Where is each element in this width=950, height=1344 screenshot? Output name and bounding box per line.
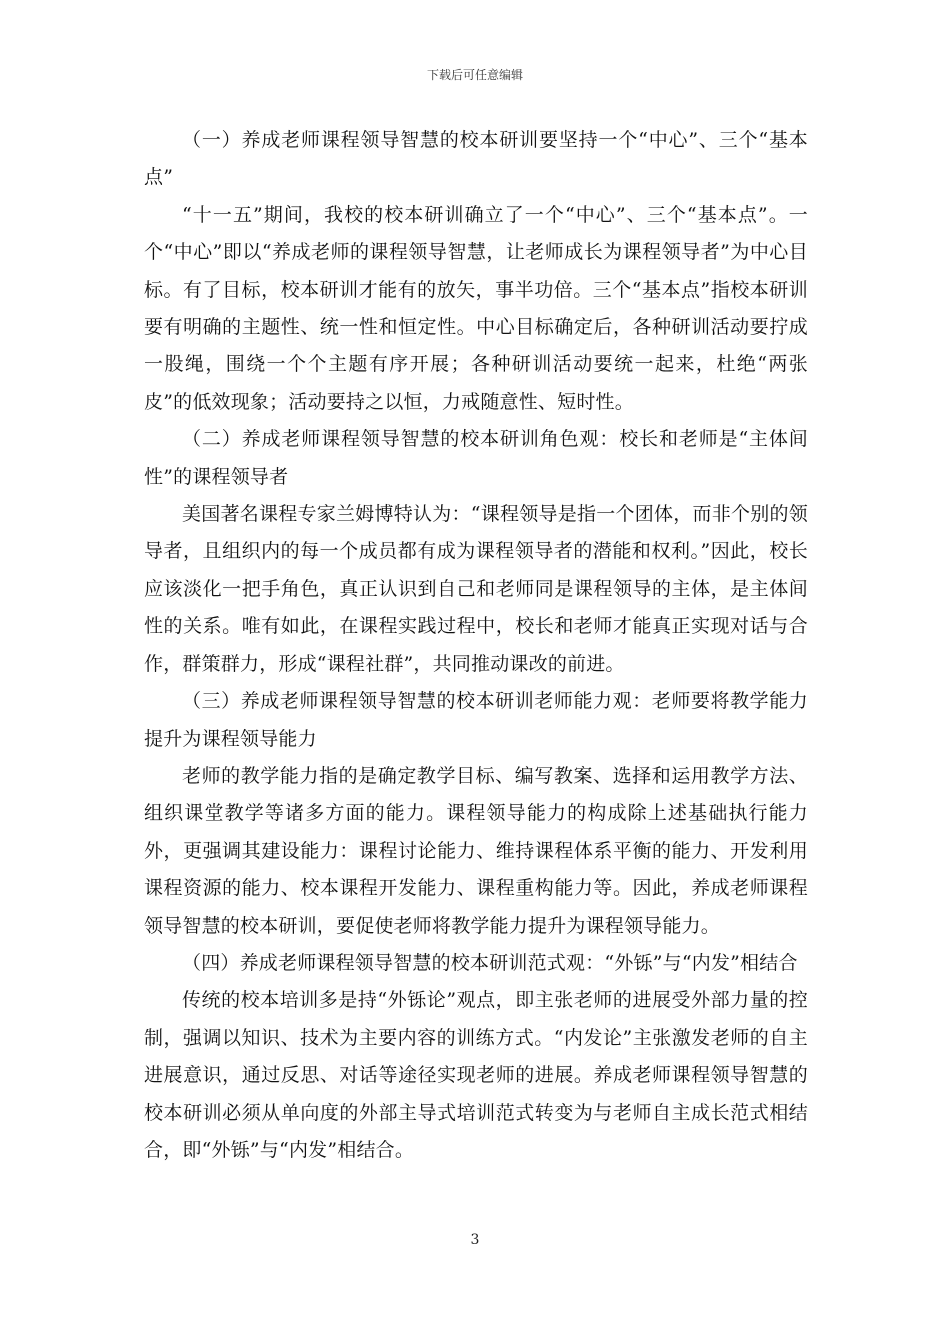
body-paragraph-3: 老师的教学能力指的是确定教学目标、编写教案、选择和运用教学方法、组织课堂教学等诸多方面的能力。课程领导能力的构成除上述基础执行能力外，更强调其建设能力：课程讨论能力、维持课程体系平衡的能力、开发利用课程资源的能力、校本课程开发能力、课程重构能力等。因此，养成老师课程领导智慧的校本研训，要促使老师将教学能力提升为课程领导能力。 <box>144 764 808 937</box>
body-paragraph-4: 传统的校本培训多是持“外铄论”观点，即主张老师的进展受外部力量的控制，强调以知识、技术为主要内容的训练方式。“内发论”主张激发老师的自主进展意识，通过反思、对话等途径实现老师的进展。养成老师课程领导智慧的校本研训必须从单向度的外部主导式培训范式转变为与老师自主成长范式相结合，即“外铄”与“内发”相结合。 <box>144 989 808 1161</box>
section-heading-2: （二）养成老师课程领导智慧的校本研训角色观：校长和老师是“主体间性”的课程领导者 <box>144 428 808 488</box>
page-header: 下载后可任意编辑 <box>426 68 523 82</box>
section-heading-4: （四）养成老师课程领导智慧的校本研训范式观：“外铄”与“内发”相结合 <box>182 951 798 974</box>
body-paragraph-1: “十一五”期间，我校的校本研训确立了一个“中心”、三个“基本点”。一个“中心”即以“养成老师的课程领导智慧，让老师成长为课程领导者”为中心目标。有了目标，校本研训才能有的放矢，事半功倍。三个“基本点”指校本研训要有明确的主题性、统一性和恒定性。中心目标确定后，各种研训活动要拧成一股绳，围绕一个个主题有序开展；各种研训活动要统一起来，杜绝“两张皮”的低效现象；活动要持之以恒，力戒随意性、短时性。 <box>144 203 808 413</box>
page-number: 3 <box>470 1232 480 1248</box>
body-paragraph-2: 美国著名课程专家兰姆博特认为：“课程领导是指一个团体，而非个别的领导者，且组织内的每一个成员都有成为课程领导者的潜能和权利。”因此，校长应该淡化一把手角色，真正认识到自己和老师同是课程领导的主体，是主体间性的关系。唯有如此，在课程实践过程中，校长和老师才能真正实现对话与合作，群策群力，形成“课程社群”，共同推动课改的前进。 <box>144 503 808 675</box>
document-body <box>144 122 808 1169</box>
section-heading-1: （一）养成老师课程领导智慧的校本研训要坚持一个“中心”、三个“基本点” <box>144 129 808 189</box>
section-heading-3: （三）养成老师课程领导智慧的校本研训老师能力观：老师要将教学能力提升为课程领导能力 <box>144 690 808 750</box>
